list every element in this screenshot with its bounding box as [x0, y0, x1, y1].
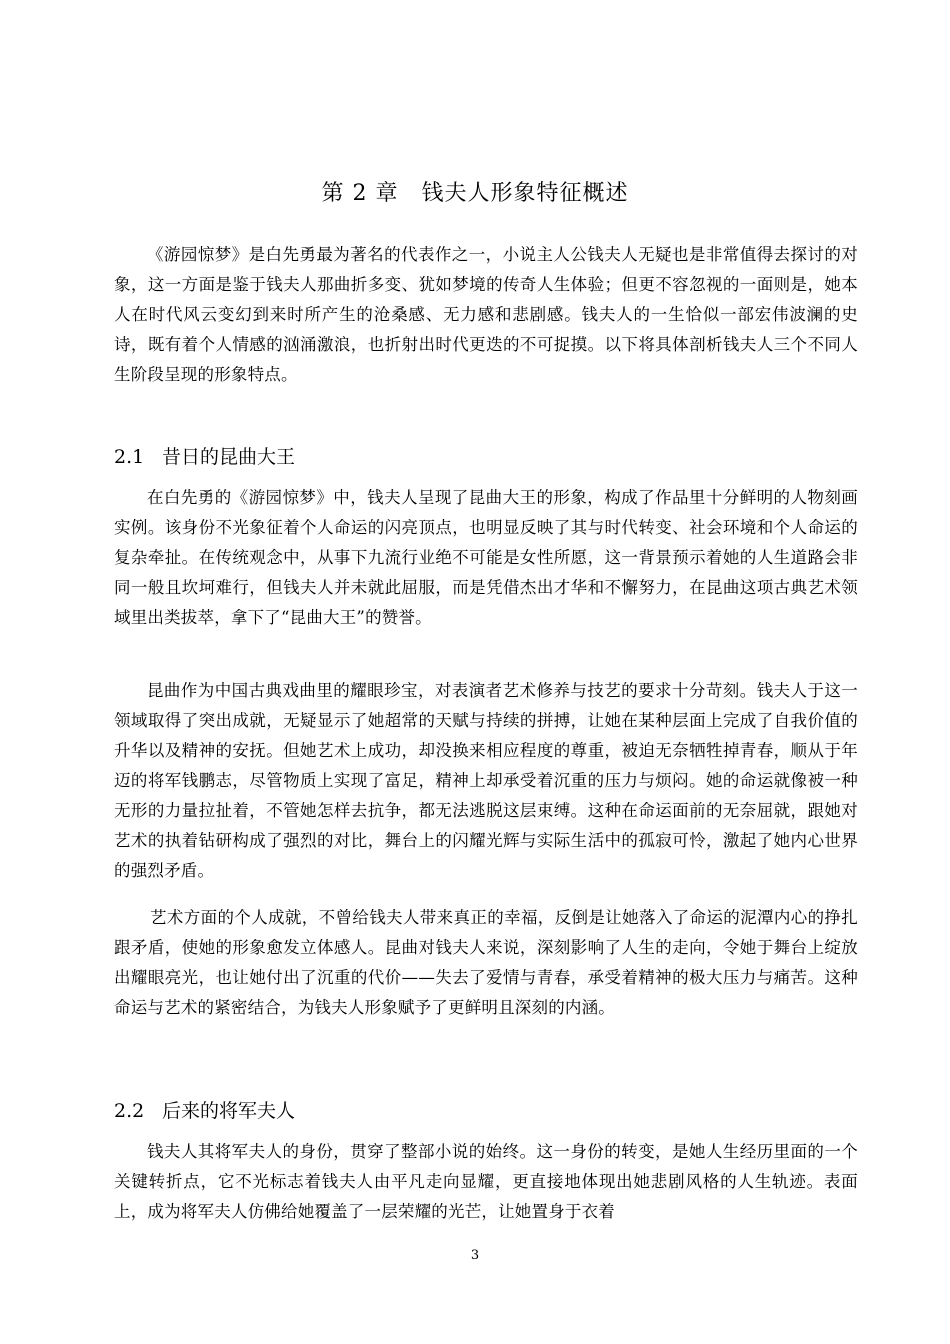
body-paragraph: 在白先勇的《游园惊梦》中，钱夫人呈现了昆曲大王的形象，构成了作品里十分鲜明的人物刻画实例。该身份不光象征着个人命运的闪亮顶点，也明显反映了其与时代转变、社会环境和个人命运的复杂牵扯。在传统观念中，从事下九流行业绝不可能是女性所愿，这一背景预示着她的人生道路会非同一般且坎坷难行，但钱夫人并未就此屈服，而是凭借杰出才华和不懈努力，在昆曲这项古典艺术领域里出类拔萃，拿下了“昆曲大王”的赞誉。	[114, 488, 858, 627]
page-number: 3	[470, 1248, 480, 1263]
section-title: 昔日的昆曲大王	[162, 446, 296, 468]
intro-paragraph: 《游园惊梦》是白先勇最为著名的代表作之一，小说主人公钱夫人无疑也是非常值得去探讨的对象，这一方面是鉴于钱夫人那曲折多变、犹如梦境的传奇人生体验；但更不容忽视的一面则是，她本人在时代风云变幻到来时所产生的沧桑感、无力感和悲剧感。钱夫人的一生恰似一部宏伟波澜的史诗，既有着个人情感的汹涌激浪，也折射出时代更迭的不可捉摸。以下将具体剖析钱夫人三个不同人生阶段呈现的形象特点。	[114, 245, 858, 384]
chapter-title: 第 2 章 钱夫人形象特征概述	[321, 181, 629, 206]
section-heading-2-1	[114, 443, 295, 471]
section-heading-2-2	[114, 1097, 295, 1125]
body-paragraph: 昆曲作为中国古典戏曲里的耀眼珍宝，对表演者艺术修养与技艺的要求十分苛刻。钱夫人于这一领域取得了突出成就，无疑显示了她超常的天赋与持续的拼搏，让她在某种层面上完成了自我价值的升华以及精神的安抚。但她艺术上成功，却没换来相应程度的尊重，被迫无奈牺牲掉青春，顺从于年迈的将军钱鹏志，尽管物质上实现了富足，精神上却承受着沉重的压力与烦闷。她的命运就像被一种无形的力量拉扯着，不管她怎样去抗争，都无法逃脱这层束缚。这种在命运面前的无奈屈就，跟她对艺术的执着钻研构成了强烈的对比，舞台上的闪耀光辉与实际生活中的孤寂可怜，激起了她内心世界的强烈矛盾。	[114, 681, 858, 880]
body-paragraph: 艺术方面的个人成就，不曾给钱夫人带来真正的幸福，反倒是让她落入了命运的泥潭内心的挣扎跟矛盾，使她的形象愈发立体感人。昆曲对钱夫人来说，深刻影响了人生的走向，令她于舞台上绽放出耀眼亮光，也让她付出了沉重的代价——失去了爱情与青春，承受着精神的极大压力与痛苦。这种命运与艺术的紧密结合，为钱夫人形象赋予了更鲜明且深刻的内涵。	[114, 908, 858, 1017]
body-paragraph: 钱夫人其将军夫人的身份，贯穿了整部小说的始终。这一身份的转变，是她人生经历里面的一个关键转折点，它不光标志着钱夫人由平凡走向显耀，更直接地体现出她悲剧风格的人生轨迹。表面上，成为将军夫人仿佛给她覆盖了一层荣耀的光芒，让她置身于衣着	[114, 1142, 858, 1221]
section-number: 2.1	[114, 446, 145, 468]
section-number: 2.2	[114, 1100, 145, 1122]
section-title: 后来的将军夫人	[162, 1100, 296, 1122]
